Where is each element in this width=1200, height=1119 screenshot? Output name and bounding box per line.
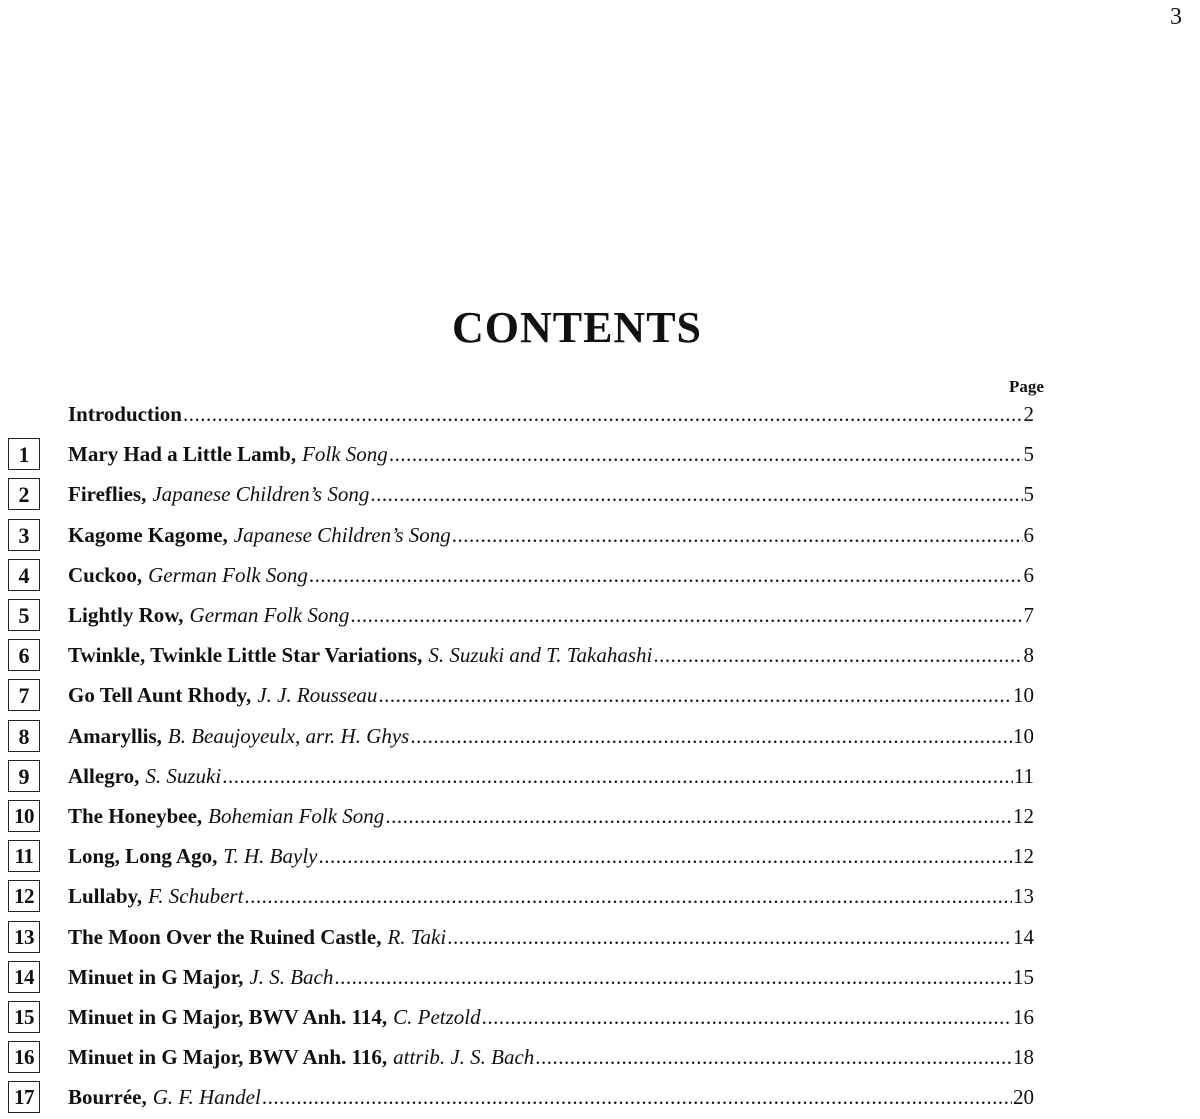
piece-credit: S. Suzuki [145,764,222,788]
dot-leader [482,1003,1012,1031]
toc-line [68,601,1034,629]
piece-credit: German Folk Song [148,563,308,587]
toc-entry [0,474,1200,514]
piece-credit: Japanese Children’s Song [233,523,451,547]
piece-title: Minuet in G Major, BWV Anh. 114, [68,1005,388,1029]
piece-credit: Folk Song [302,442,388,466]
piece-credit: R. Taki [387,925,447,949]
toc-entry [0,716,1200,756]
page-column-label: Page [1009,377,1044,396]
piece-credit: J. J. Rousseau [257,683,378,707]
toc-line [68,963,1034,991]
page-ref: 8 [1023,643,1034,667]
page-ref: 6 [1023,563,1034,587]
track-number-box: 7 [8,679,40,711]
piece-credit: J. S. Bach [249,965,334,989]
toc-line [68,923,1034,951]
piece-credit: G. F. Handel [152,1085,261,1109]
toc-line [68,641,1034,669]
track-number-box: 5 [8,599,40,631]
dot-leader [535,1043,1012,1071]
page-ref: 6 [1023,523,1034,547]
toc-line [68,561,1034,589]
piece-credit: Japanese Children’s Song [152,482,370,506]
dot-leader [262,1083,1012,1111]
toc-entry [0,796,1200,836]
track-number-box: 12 [8,880,40,912]
toc-line [68,1003,1034,1031]
track-number-box: 4 [8,559,40,591]
toc-line [68,480,1034,508]
toc-entry [0,555,1200,595]
piece-title: Twinkle, Twinkle Little Star Variations, [68,643,423,667]
page-ref: 11 [1013,764,1034,788]
dot-leader [452,521,1023,549]
toc-entry [0,515,1200,555]
toc-entry [0,836,1200,876]
piece-title: Go Tell Aunt Rhody, [68,683,252,707]
dot-leader [447,923,1012,951]
toc-entry [0,675,1200,715]
piece-title: Mary Had a Little Lamb, [68,442,297,466]
toc-line [68,521,1034,549]
toc-entry [0,917,1200,957]
toc-entry [0,997,1200,1037]
toc-line [68,722,1034,750]
toc-entry [0,957,1200,997]
page-ref: 7 [1023,603,1034,627]
page-ref: 12 [1013,844,1034,868]
toc-line [68,802,1034,830]
piece-credit: B. Beaujoyeulx, arr. H. Ghys [167,724,410,748]
toc-entry [0,1037,1200,1077]
piece-title: Fireflies, [68,482,147,506]
toc-entry [0,595,1200,635]
dot-leader [222,762,1013,790]
track-number-box: 1 [8,438,40,470]
piece-title: Introduction [68,402,182,426]
dot-leader [389,440,1023,468]
page-ref: 10 [1013,683,1034,707]
piece-title: The Moon Over the Ruined Castle, [68,925,382,949]
track-number-box: 11 [8,840,40,872]
track-number-box: 6 [8,639,40,671]
dot-leader [334,963,1012,991]
dot-leader [309,561,1023,589]
page-ref: 10 [1013,724,1034,748]
dot-leader [653,641,1022,669]
track-number-box: 3 [8,519,40,551]
dot-leader [244,882,1012,910]
page-ref: 5 [1023,482,1034,506]
track-number-box: 13 [8,921,40,953]
track-number-box: 10 [8,800,40,832]
track-number-box: 8 [8,720,40,752]
page-number: 3 [1170,4,1182,30]
piece-title: The Honeybee, [68,804,203,828]
piece-title: Kagome Kagome, [68,523,228,547]
toc-line [68,882,1034,910]
piece-title: Allegro, [68,764,140,788]
toc-line [68,681,1034,709]
toc-line [68,762,1034,790]
dot-leader [410,722,1012,750]
toc-entry [0,1077,1200,1117]
toc-line [68,1083,1034,1111]
track-number-box: 16 [8,1041,40,1073]
piece-title: Minuet in G Major, [68,965,244,989]
toc-entry [0,756,1200,796]
toc-line [68,400,1034,428]
page-ref: 12 [1013,804,1034,828]
piece-credit: S. Suzuki and T. Takahashi [428,643,653,667]
page-ref: 15 [1013,965,1034,989]
piece-title: Bourrée, [68,1085,147,1109]
page-ref: 14 [1013,925,1034,949]
toc-line [68,440,1034,468]
toc-line [68,842,1034,870]
dot-leader [370,480,1022,508]
piece-title: Minuet in G Major, BWV Anh. 116, [68,1045,388,1069]
toc-line [68,1043,1034,1071]
track-number-box: 9 [8,760,40,792]
piece-title: Amaryllis, [68,724,162,748]
piece-credit: German Folk Song [189,603,350,627]
dot-leader [378,681,1012,709]
toc-entry [0,434,1200,474]
track-number-box: 2 [8,478,40,510]
dot-leader [385,802,1012,830]
contents-heading: CONTENTS [451,303,703,352]
piece-credit: F. Schubert [148,884,244,908]
piece-credit: T. H. Bayly [223,844,318,868]
piece-title: Cuckoo, [68,563,143,587]
dot-leader [183,400,1023,428]
track-number-box: 17 [8,1081,40,1113]
page-ref: 13 [1013,884,1034,908]
piece-title: Long, Long Ago, [68,844,218,868]
piece-title: Lullaby, [68,884,143,908]
page-ref: 5 [1023,442,1034,466]
dot-leader [318,842,1012,870]
dot-leader [350,601,1022,629]
page-ref: 18 [1013,1045,1034,1069]
track-number-box: 15 [8,1001,40,1033]
track-number-box: 14 [8,961,40,993]
toc-entry [0,876,1200,916]
page-ref: 16 [1013,1005,1034,1029]
toc-entry [0,635,1200,675]
page-ref: 2 [1023,402,1034,426]
piece-credit: attrib. J. S. Bach [393,1045,535,1069]
page-ref: 20 [1013,1085,1034,1109]
piece-title: Lightly Row, [68,603,184,627]
toc-entry [0,394,1200,434]
piece-credit: Bohemian Folk Song [208,804,385,828]
piece-credit: C. Petzold [393,1005,481,1029]
